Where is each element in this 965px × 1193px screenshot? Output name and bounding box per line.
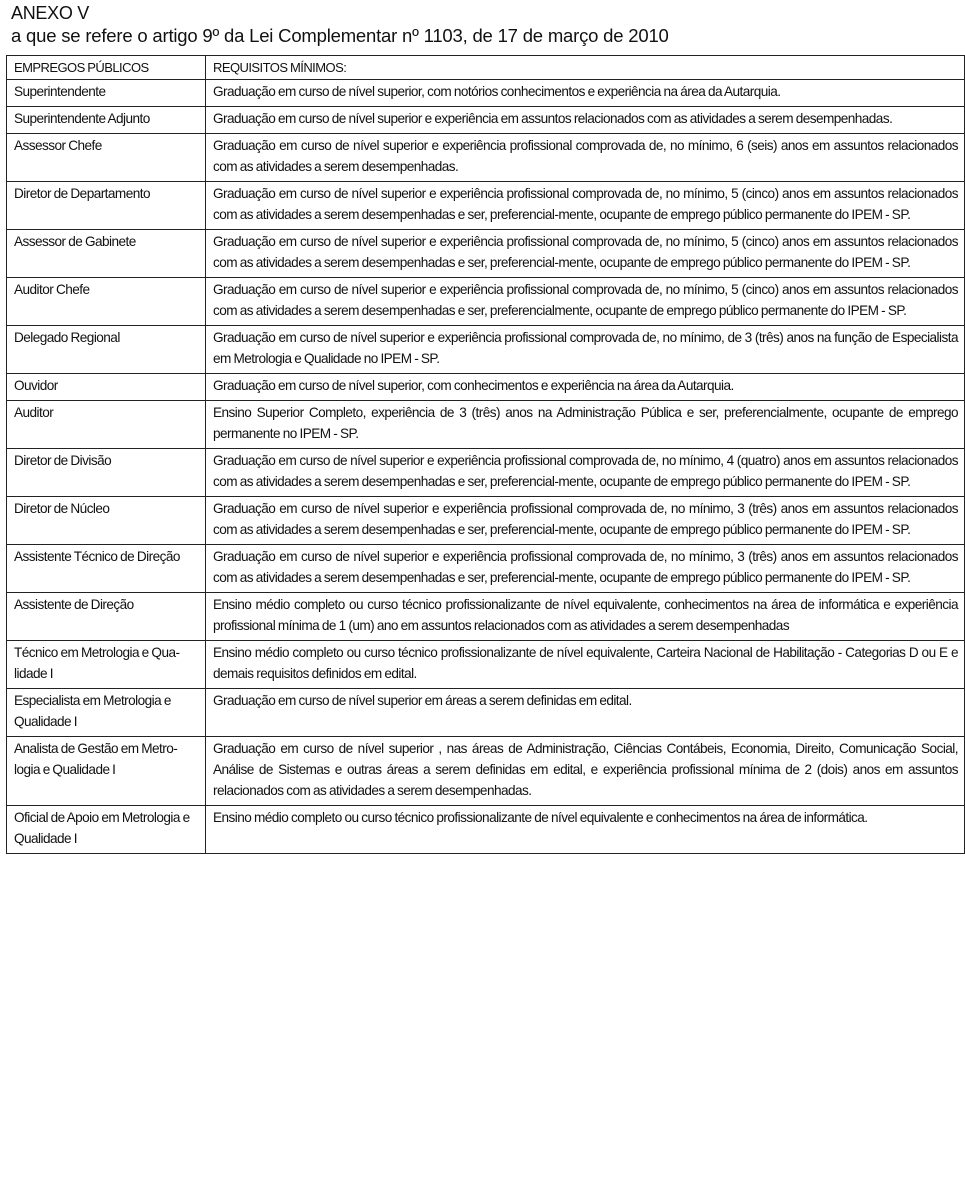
table-row: [7, 374, 965, 401]
requirements-cell: Graduação em curso de nível superior e experiência profissional comprovada de, no mínimo, 4 (quatro) anos em assuntos relacionados com as atividades a serem desempenhadas e ser, preferencial-mente, ocupante de emprego público permanente do IPEM - SP.: [206, 449, 965, 497]
annex-subtitle: a que se refere o artigo 9º da Lei Complementar nº 1103, de 17 de março de 2010: [11, 25, 669, 46]
table-row: [7, 278, 965, 326]
annex-title: ANEXO V: [11, 3, 89, 23]
role-cell: Auditor Chefe: [7, 278, 206, 326]
requirements-cell: Graduação em curso de nível superior e experiência profissional comprovada de, no mínimo, 5 (cinco) anos em assuntos relacionados com as atividades a serem desempenhadas e ser, preferencial-mente, ocupante de emprego público permanente do IPEM - SP.: [206, 182, 965, 230]
role-cell: Técnico em Metrologia e Qualidade I: [7, 641, 206, 689]
role-cell: Assessor de Gabinete: [7, 230, 206, 278]
requirements-cell: Graduação em curso de nível superior em áreas a serem definidas em edital.: [206, 689, 965, 737]
table-row: [7, 806, 965, 854]
role-cell: Superintendente Adjunto: [7, 107, 206, 134]
requirements-table: [6, 55, 965, 854]
requirements-cell: Ensino médio completo ou curso técnico profissionalizante de nível equivalente, Carteira Nacional de Habilitação - Categorias D ou E e demais requisitos definidos em edital.: [206, 641, 965, 689]
role-cell: Diretor de Núcleo: [7, 497, 206, 545]
table-row: [7, 326, 965, 374]
table-row: [7, 449, 965, 497]
role-cell: Oficial de Apoio em Metrologia e Qualidade I: [7, 806, 206, 854]
requirements-cell: Graduação em curso de nível superior e experiência profissional comprovada de, no mínimo, 5 (cinco) anos em assuntos relacionados com as atividades a serem desempenhadas e ser, preferencial-mente, ocupante de emprego público permanente do IPEM - SP.: [206, 230, 965, 278]
role-cell: Superintendente: [7, 80, 206, 107]
requirements-cell: Ensino médio completo ou curso técnico profissionalizante de nível equivalente e conhecimentos na área de informática.: [206, 806, 965, 854]
role-cell: Analista de Gestão em Metrologia e Qualidade I: [7, 737, 206, 806]
table-row: [7, 545, 965, 593]
requirements-cell: Ensino médio completo ou curso técnico profissionalizante de nível equivalente, conhecimentos na área de informática e experiência profissional mínima de 1 (um) ano em assuntos relacionados com as atividades a serem desempenhadas: [206, 593, 965, 641]
header-minimum-requirements: REQUISITOS MÍNIMOS:: [206, 56, 965, 80]
role-cell: Diretor de Divisão: [7, 449, 206, 497]
table-header-row: [7, 56, 965, 80]
table-row: [7, 230, 965, 278]
role-cell: Delegado Regional: [7, 326, 206, 374]
role-cell: Especialista em Metrologia e Qualidade I: [7, 689, 206, 737]
requirements-cell: Graduação em curso de nível superior e experiência profissional comprovada de, no mínimo, de 3 (três) anos na função de Especialista em Metrologia e Qualidade no IPEM - SP.: [206, 326, 965, 374]
role-cell: Assessor Chefe: [7, 134, 206, 182]
role-cell: Assistente Técnico de Direção: [7, 545, 206, 593]
requirements-cell: Graduação em curso de nível superior e experiência em assuntos relacionados com as atividades a serem desempenhadas.: [206, 107, 965, 134]
requirements-cell: Graduação em curso de nível superior e experiência profissional comprovada de, no mínimo, 5 (cinco) anos em assuntos relacionados com as atividades a serem desempenhadas e ser, preferencialmente, ocupante de emprego público permanente do IPEM - SP.: [206, 278, 965, 326]
requirements-cell: Graduação em curso de nível superior e experiência profissional comprovada de, no mínimo, 6 (seis) anos em assuntos relacionados com as atividades a serem desempenhadas.: [206, 134, 965, 182]
table-row: [7, 80, 965, 107]
role-cell: Ouvidor: [7, 374, 206, 401]
role-cell: Auditor: [7, 401, 206, 449]
table-row: [7, 401, 965, 449]
table-row: [7, 737, 965, 806]
table-row: [7, 689, 965, 737]
header-public-jobs: EMPREGOS PÚBLICOS: [7, 56, 206, 80]
table-row: [7, 593, 965, 641]
requirements-cell: Graduação em curso de nível superior e experiência profissional comprovada de, no mínimo, 3 (três) anos em assuntos relacionados com as atividades a serem desempenhadas e ser, preferencial-mente, ocupante de emprego público permanente do IPEM - SP.: [206, 497, 965, 545]
requirements-cell: Graduação em curso de nível superior e experiência profissional comprovada de, no mínimo, 3 (três) anos em assuntos relacionados com as atividades a serem desempenhadas e ser, preferencial-mente, ocupante de emprego público permanente do IPEM - SP.: [206, 545, 965, 593]
table-row: [7, 182, 965, 230]
role-cell: Diretor de Departamento: [7, 182, 206, 230]
table-row: [7, 497, 965, 545]
table-row: [7, 641, 965, 689]
requirements-cell: Graduação em curso de nível superior, com conhecimentos e experiência na área da Autarquia.: [206, 374, 965, 401]
requirements-cell: Graduação em curso de nível superior, com notórios conhecimentos e experiência na área da Autarquia.: [206, 80, 965, 107]
requirements-cell: Graduação em curso de nível superior , nas áreas de Administração, Ciências Contábeis, Economia, Direito, Comunicação Social, Análise de Sistemas e outras áreas a serem definidas em edital, e experiência profissional mínima de 2 (dois) anos em assuntos relacionados com as atividades a serem desempenhadas.: [206, 737, 965, 806]
role-cell: Assistente de Direção: [7, 593, 206, 641]
requirements-cell: Ensino Superior Completo, experiência de 3 (três) anos na Administração Pública e ser, preferencialmente, ocupante de emprego permanente no IPEM - SP.: [206, 401, 965, 449]
table-row: [7, 107, 965, 134]
table-row: [7, 134, 965, 182]
